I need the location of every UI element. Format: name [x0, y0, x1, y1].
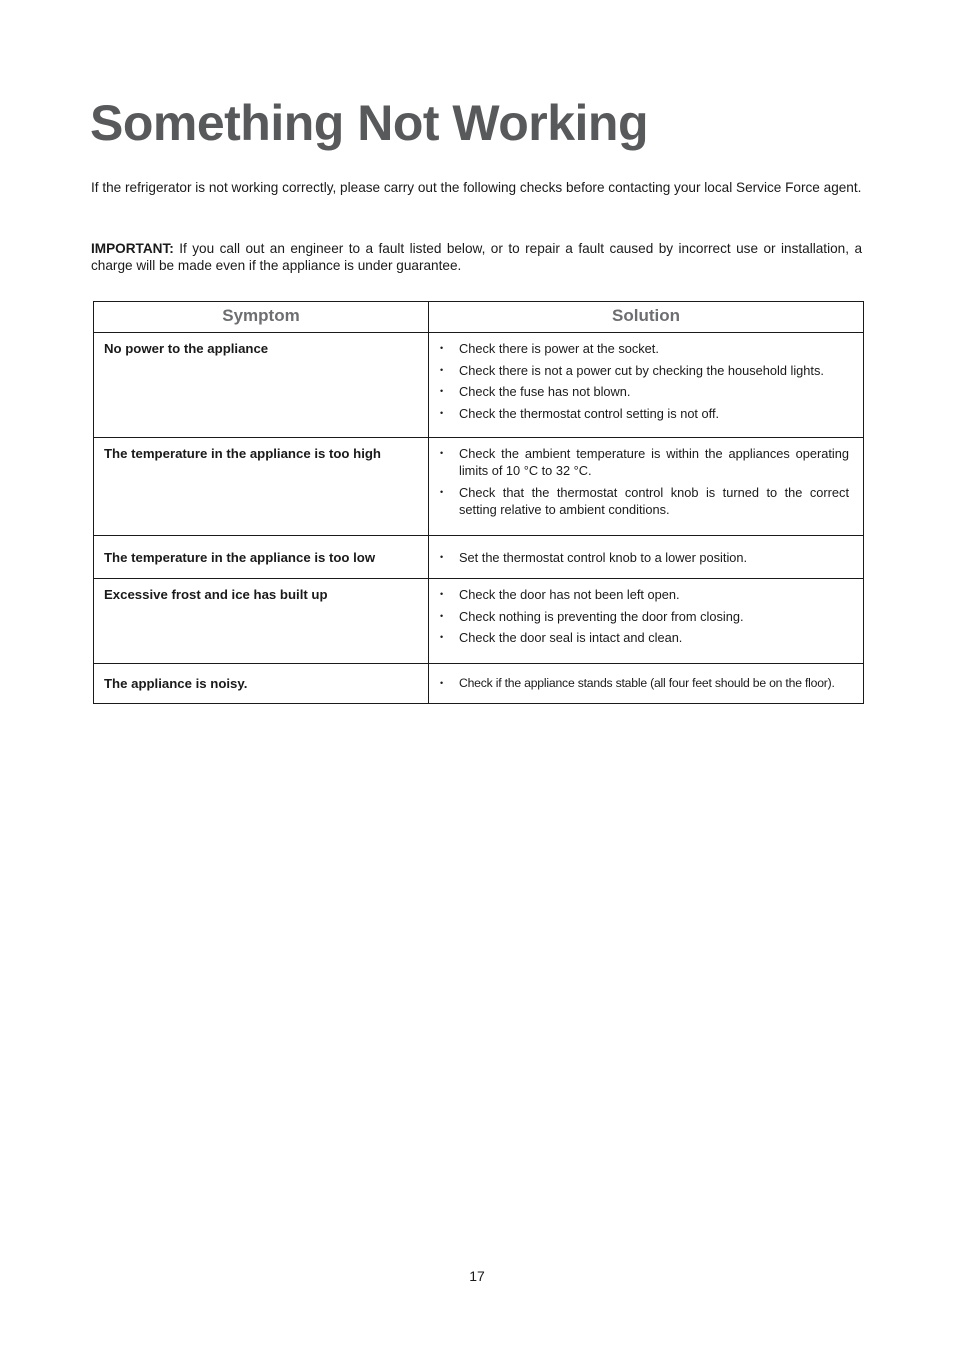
solution-item: • Set the thermostat control knob to a lower position.: [440, 549, 748, 565]
page-title: Something Not Working: [90, 95, 648, 151]
solution-item: • Check the thermostat control setting is not off.: [440, 405, 720, 421]
solution-item: • Check there is not a power cut by checking the household lights.: [440, 362, 824, 378]
bullet-icon: •: [440, 486, 444, 497]
symptom-header: Symptom: [94, 302, 429, 333]
symptom-cell: The appliance is noisy.: [94, 664, 429, 704]
solution-item: • Check the ambient temperature is within the appliances operating limits of 10 °C to 32 °C.: [440, 446, 849, 478]
solution-cell: [429, 333, 864, 438]
important-text: If you call out an engineer to a fault listed below, or to repair a fault caused by incorrect use or installation, a charge will be made even if the appliance is under guarantee.: [91, 241, 863, 273]
solution-list: [439, 340, 849, 422]
bullet-icon: •: [440, 407, 444, 418]
important-notice: [91, 240, 862, 274]
bullet-icon: •: [440, 589, 444, 599]
troubleshooting-table: [93, 301, 864, 704]
solution-list: [439, 445, 849, 518]
important-label: IMPORTANT:: [91, 241, 174, 256]
solution-item: • Check if the appliance stands stable (all four feet should be on the floor).: [440, 676, 835, 690]
bullet-icon: •: [440, 343, 444, 353]
table-row: [94, 333, 864, 438]
solution-list: [439, 586, 849, 646]
bullet-icon: •: [440, 610, 444, 621]
bullet-icon: •: [440, 632, 444, 642]
symptom-cell: The temperature in the appliance is too high: [94, 438, 429, 536]
bullet-icon: •: [440, 364, 444, 375]
symptom-cell: The temperature in the appliance is too low: [94, 536, 429, 579]
bullet-icon: •: [440, 551, 444, 562]
solution-cell: [429, 664, 864, 704]
solution-item: • Check nothing is preventing the door from closing.: [440, 608, 744, 624]
bullet-icon: •: [440, 678, 443, 688]
intro-paragraph: If the refrigerator is not working correctly, please carry out the following checks before contacting your local Service Force agent.: [91, 180, 862, 195]
solution-item: • Check that the thermostat control knob is turned to the correct setting relative to ambient conditions.: [440, 484, 849, 517]
solution-header: Solution: [429, 302, 864, 333]
solution-list: [439, 549, 849, 566]
table-row: [94, 536, 864, 579]
symptom-cell: Excessive frost and ice has built up: [94, 579, 429, 664]
solution-cell: [429, 536, 864, 579]
bullet-icon: •: [440, 448, 444, 458]
solution-item: • Check there is power at the socket.: [440, 341, 659, 356]
solution-item: • Check the door has not been left open.: [440, 587, 680, 602]
table-header-row: [94, 302, 864, 333]
solution-cell: [429, 438, 864, 536]
solution-cell: [429, 579, 864, 664]
table-row: [94, 579, 864, 664]
solution-list: [439, 675, 849, 692]
page-number: 17: [469, 1268, 485, 1284]
bullet-icon: •: [440, 386, 444, 396]
solution-item: • Check the door seal is intact and clean.: [440, 630, 683, 645]
table-row: [94, 438, 864, 536]
symptom-cell: No power to the appliance: [94, 333, 429, 438]
table-row: [94, 664, 864, 704]
solution-item: • Check the fuse has not blown.: [440, 384, 631, 399]
